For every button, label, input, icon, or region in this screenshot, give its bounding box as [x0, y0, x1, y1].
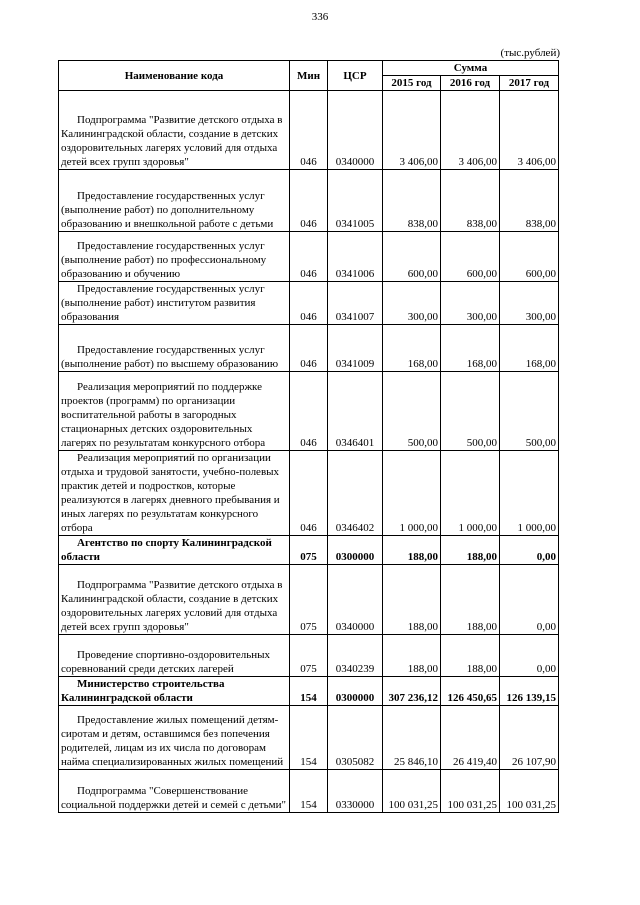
row-csr: 0330000 — [328, 770, 383, 813]
row-min: 154 — [290, 677, 328, 706]
header-year-2017: 2017 год — [500, 76, 559, 91]
row-sum-2015: 838,00 — [383, 170, 441, 232]
header-csr: ЦСР — [328, 61, 383, 91]
row-min: 154 — [290, 770, 328, 813]
row-sum-2017: 838,00 — [500, 170, 559, 232]
row-sum-2016: 26 419,40 — [441, 706, 500, 770]
budget-table — [58, 60, 559, 813]
row-sum-2017: 126 139,15 — [500, 677, 559, 706]
table-row — [59, 536, 559, 565]
page-number: 336 — [311, 11, 329, 23]
row-sum-2017: 3 406,00 — [500, 91, 559, 170]
row-csr: 0341006 — [328, 232, 383, 282]
row-sum-2016: 1 000,00 — [441, 451, 500, 536]
row-min: 075 — [290, 536, 328, 565]
header-name: Наименование кода — [59, 61, 290, 91]
row-sum-2017: 600,00 — [500, 232, 559, 282]
row-sum-2016: 600,00 — [441, 232, 500, 282]
row-csr: 0300000 — [328, 536, 383, 565]
table-row — [59, 170, 559, 232]
row-sum-2016: 168,00 — [441, 325, 500, 372]
row-name: Подпрограмма "Развитие детского отдыха в Калининградской области, создание в детских оздоровительных лагерях условий для отдыха детей всех групп здоровья" — [59, 565, 290, 635]
table-row — [59, 770, 559, 813]
row-name: Министерство строительства Калининградской области — [59, 677, 290, 706]
table-row — [59, 91, 559, 170]
row-min: 046 — [290, 170, 328, 232]
row-sum-2016: 100 031,25 — [441, 770, 500, 813]
header-year-2016: 2016 год — [441, 76, 500, 91]
row-sum-2017: 500,00 — [500, 372, 559, 451]
header-sum: Сумма — [383, 61, 559, 76]
table-row — [59, 677, 559, 706]
row-sum-2015: 100 031,25 — [383, 770, 441, 813]
row-csr: 0346402 — [328, 451, 383, 536]
row-min: 046 — [290, 282, 328, 325]
row-sum-2016: 188,00 — [441, 635, 500, 677]
row-sum-2017: 26 107,90 — [500, 706, 559, 770]
row-sum-2015: 25 846,10 — [383, 706, 441, 770]
row-sum-2015: 188,00 — [383, 635, 441, 677]
row-csr: 0346401 — [328, 372, 383, 451]
row-min: 046 — [290, 91, 328, 170]
row-sum-2016: 3 406,00 — [441, 91, 500, 170]
row-min: 075 — [290, 565, 328, 635]
row-csr: 0341007 — [328, 282, 383, 325]
row-sum-2016: 126 450,65 — [441, 677, 500, 706]
row-sum-2017: 0,00 — [500, 565, 559, 635]
table-row — [59, 372, 559, 451]
row-name: Предоставление государственных услуг (выполнение работ) институтом развития образования — [59, 282, 290, 325]
row-min: 046 — [290, 372, 328, 451]
row-name: Агентство по спорту Калининградской области — [59, 536, 290, 565]
table-row — [59, 325, 559, 372]
row-csr: 0300000 — [328, 677, 383, 706]
table-row — [59, 232, 559, 282]
row-sum-2016: 300,00 — [441, 282, 500, 325]
row-sum-2017: 1 000,00 — [500, 451, 559, 536]
table-row — [59, 565, 559, 635]
row-sum-2015: 188,00 — [383, 536, 441, 565]
row-sum-2017: 0,00 — [500, 536, 559, 565]
row-sum-2017: 0,00 — [500, 635, 559, 677]
row-sum-2015: 188,00 — [383, 565, 441, 635]
row-name: Реализация мероприятий по поддержке проектов (программ) по организации воспитательной работы в загородных стационарных детских оздоровительных лагерях по результатам конкурсного отбора — [59, 372, 290, 451]
row-min: 075 — [290, 635, 328, 677]
row-min: 046 — [290, 325, 328, 372]
header-min: Мин — [290, 61, 328, 91]
row-sum-2015: 307 236,12 — [383, 677, 441, 706]
row-name: Подпрограмма "Развитие детского отдыха в Калининградской области, создание в детских оздоровительных лагерях условий для отдыха детей всех групп здоровья" — [59, 91, 290, 170]
row-sum-2015: 600,00 — [383, 232, 441, 282]
table-row — [59, 706, 559, 770]
row-sum-2016: 838,00 — [441, 170, 500, 232]
table-row — [59, 635, 559, 677]
row-csr: 0340000 — [328, 91, 383, 170]
row-sum-2015: 3 406,00 — [383, 91, 441, 170]
table-row — [59, 282, 559, 325]
row-name: Предоставление государственных услуг (выполнение работ) по профессиональному образованию и обучению — [59, 232, 290, 282]
row-csr: 0341005 — [328, 170, 383, 232]
row-sum-2017: 100 031,25 — [500, 770, 559, 813]
row-sum-2015: 1 000,00 — [383, 451, 441, 536]
row-sum-2016: 188,00 — [441, 536, 500, 565]
header-year-2015: 2015 год — [383, 76, 441, 91]
row-sum-2017: 300,00 — [500, 282, 559, 325]
row-sum-2015: 300,00 — [383, 282, 441, 325]
row-min: 154 — [290, 706, 328, 770]
units-label: (тыс.рублей) — [500, 47, 560, 59]
row-sum-2016: 188,00 — [441, 565, 500, 635]
row-csr: 0340000 — [328, 565, 383, 635]
row-name: Подпрограмма "Совершенствование социальной поддержки детей и семей с детьми" — [59, 770, 290, 813]
row-csr: 0340239 — [328, 635, 383, 677]
row-name: Предоставление жилых помещений детям-сиротам и детям, оставшимся без попечения родителей, лицам из их числа по договорам найма специализированных жилых помещений — [59, 706, 290, 770]
row-name: Проведение спортивно-оздоровительных соревнований среди детских лагерей — [59, 635, 290, 677]
table-body — [59, 91, 559, 813]
row-sum-2016: 500,00 — [441, 372, 500, 451]
row-sum-2015: 168,00 — [383, 325, 441, 372]
row-csr: 0341009 — [328, 325, 383, 372]
row-sum-2015: 500,00 — [383, 372, 441, 451]
row-name: Предоставление государственных услуг (выполнение работ) по дополнительному образованию и внешкольной работе с детьми — [59, 170, 290, 232]
row-name: Предоставление государственных услуг (выполнение работ) по высшему образованию — [59, 325, 290, 372]
row-min: 046 — [290, 451, 328, 536]
row-sum-2017: 168,00 — [500, 325, 559, 372]
row-name: Реализация мероприятий по организации отдыха и трудовой занятости, учебно-полевых практик детей и подростков, которые реализуются в лагерях дневного пребывания и иных лагерях по результатам конкурсного отбора — [59, 451, 290, 536]
row-csr: 0305082 — [328, 706, 383, 770]
table-row — [59, 451, 559, 536]
row-min: 046 — [290, 232, 328, 282]
